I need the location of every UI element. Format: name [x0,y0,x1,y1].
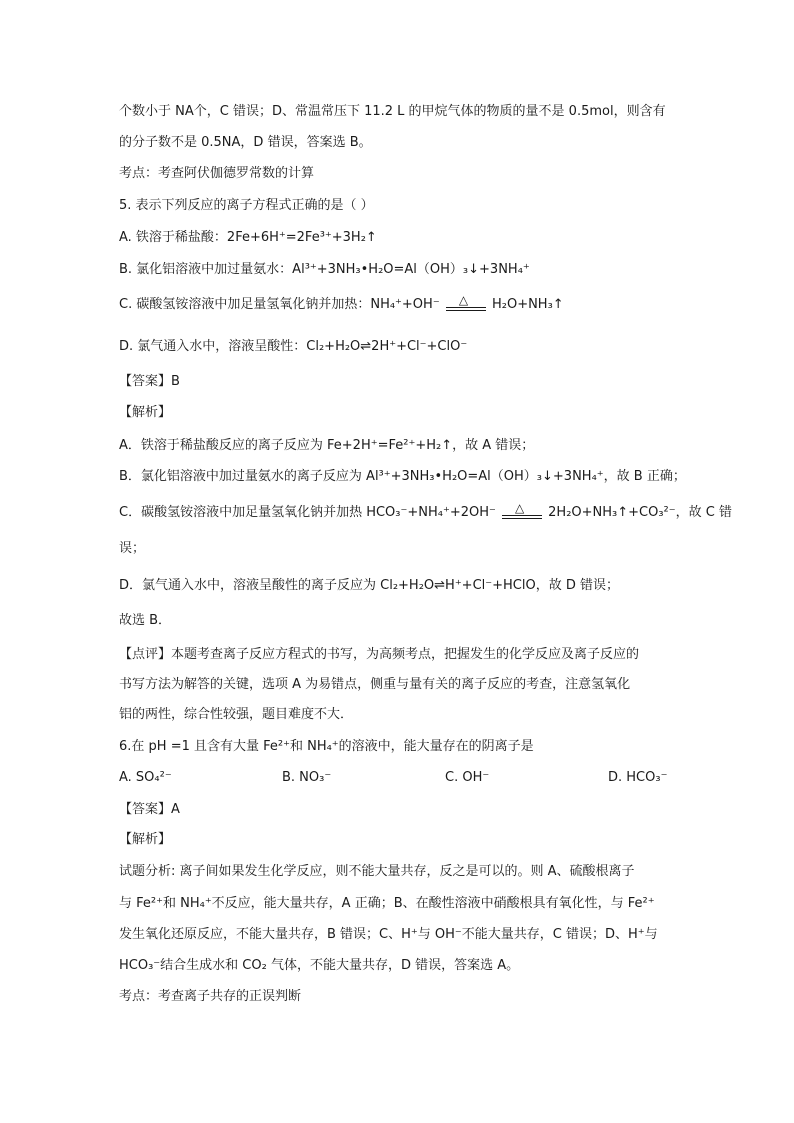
answer-5-label: 【答案】B [119,374,180,389]
text-line: 的分子数不是 0.5NA，D 错误，答案选 B。 [119,135,372,150]
analysis-5-conclusion: 故选 B． [119,613,172,628]
question-5-option-c [119,293,564,314]
heat-triangle-icon: △ [458,293,469,307]
question-5-option-d: D. 氯气通入水中，溶液呈酸性：Cl₂+H₂O⇌2H⁺+Cl⁻+ClO⁻ [119,339,468,354]
question-6-option-b: B. NO₃⁻ [282,770,332,785]
question-6-stem: 6.在 pH =1 且含有大量 Fe²⁺和 NH₄⁺的溶液中，能大量存在的阴离子是 [119,739,534,754]
text-line: 个数小于 NA个，C 错误；D、常温常压下 11.2 L 的甲烷气体的物质的量不是 0.5mol，则含有 [119,104,666,119]
analysis-5-b: B．氯化铝溶液中加过量氨水的离子反应为 Al³⁺+3NH₃•H₂O=Al（OH）₃↓+3NH₄⁺，故 B 正确； [119,469,686,484]
heat-equals-sign [444,293,488,310]
text-line: 考点：考查阿伏伽德罗常数的计算 [119,166,315,181]
analysis-6-line: HCO₃⁻结合生成水和 CO₂ 气体，不能大量共存，D 错误，答案选 A。 [119,958,520,973]
analysis-5-a: A．铁溶于稀盐酸反应的离子反应为 Fe+2H⁺=Fe²⁺+H₂↑，故 A 错误； [119,438,535,453]
heat-equals-sign [500,501,544,518]
comment-5-line: 铝的两性，综合性较强，题目难度不大． [119,707,354,722]
analysis-5-c-cont: 误； [119,541,146,556]
option-c-right: H₂O+NH₃↑ [491,297,564,312]
analysis-c-right: 2H₂O+NH₃↑+CO₃²⁻，故 C 错 [548,505,732,520]
analysis-6-label: 【解析】 [119,832,172,847]
comment-5-line: 书写方法为解答的关键，选项 A 为易错点，侧重与量有关的离子反应的考查，注意氢氧化 [119,677,631,692]
comment-5-line: 【点评】本题考查离子反应方程式的书写，为高频考点，把握发生的化学反应及离子反应的 [119,647,640,662]
answer-6-label: 【答案】A [119,802,180,817]
question-6-option-c: C. OH⁻ [445,770,490,785]
analysis-6-line: 与 Fe²⁺和 NH₄⁺不反应，能大量共存，A 正确；B、在酸性溶液中硝酸根具有氧化性，与 Fe²⁺ [119,896,655,911]
question-5-stem: 5. 表示下列反应的离子方程式正确的是（ ） [119,198,374,213]
analysis-5-c [119,501,732,522]
heat-triangle-icon: △ [515,501,525,515]
question-6-option-d: D. HCO₃⁻ [608,770,668,785]
analysis-5-label: 【解析】 [119,405,172,420]
analysis-6-line: 考点：考查离子共存的正误判断 [119,989,302,1004]
question-5-option-b: B. 氯化铝溶液中加过量氨水：Al³⁺+3NH₃•H₂O=Al（OH）₃↓+3NH₄⁺ [119,262,530,277]
option-c-left: C. 碳酸氢铵溶液中加足量氢氧化钠并加热：NH₄⁺+OH⁻ [119,297,440,312]
analysis-6-line: 发生氧化还原反应，不能大量共存，B 错误；C、H⁺与 OH⁻不能大量共存，C 错误；D、H⁺与 [119,927,658,942]
analysis-5-d: D．氯气通入水中，溶液呈酸性的离子反应为 Cl₂+H₂O⇌H⁺+Cl⁻+HClO，故 D 错误； [119,578,619,593]
question-6-option-a: A. SO₄²⁻ [119,770,172,785]
analysis-6-line: 试题分析: 离子间如果发生化学反应，则不能大量共存，反之是可以的。则 A、硫酸根离子 [119,864,635,879]
question-5-option-a: A. 铁溶于稀盐酸：2Fe+6H⁺=2Fe³⁺+3H₂↑ [119,230,377,245]
analysis-c-left: C．碳酸氢铵溶液中加足量氢氧化钠并加热 HCO₃⁻+NH₄⁺+2OH⁻ [119,505,496,520]
